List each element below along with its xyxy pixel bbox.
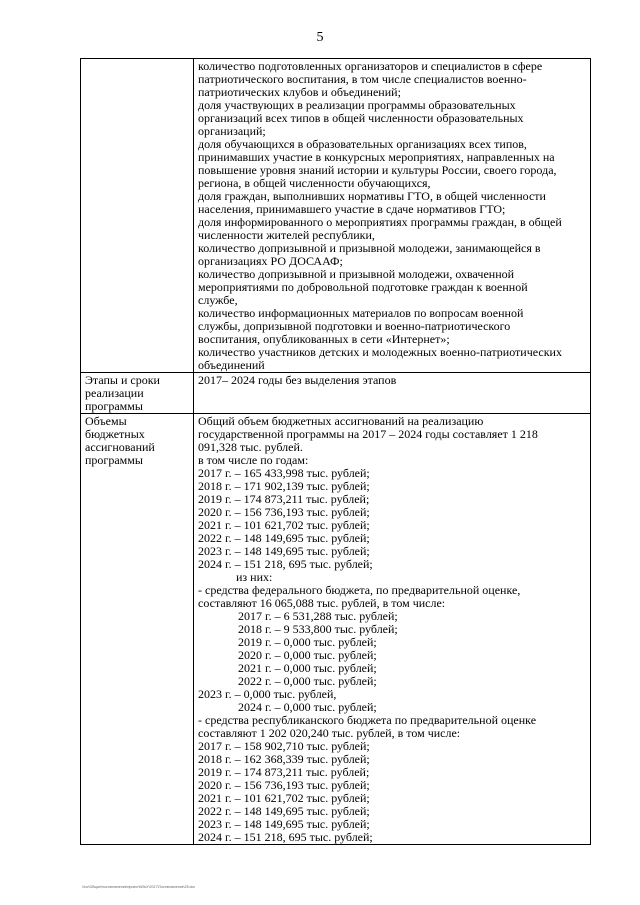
table-row-indicators [81,59,591,373]
text-line: населения, принимавшего участие в сдаче нормативов ГТО; [198,202,506,216]
text-line: 2022 г. – 148 149,695 тыс. рублей; [198,531,370,545]
text-line: 2018 г. – 171 902,139 тыс. рублей; [198,479,370,493]
text-line: патриотических клубов и объединений; [198,85,401,99]
text-line: количество допризывной и призывной молодежи, занимающейся в [198,241,541,255]
row-label-cell [81,59,194,373]
text-line: 2019 г. – 174 873,211 тыс. рублей; [198,765,370,779]
text-line: 2023 г. – 0,000 тыс. рублей, [198,687,337,701]
text-line: службе, [198,293,238,307]
text-line: Общий объем бюджетных ассигнований на реализацию [198,414,484,428]
text-line: службы, допризывной подготовки и военно-патриотического [198,319,511,333]
row-content [198,374,587,387]
text-line: количество допризывной и призывной молодежи, охваченной [198,267,515,281]
text-line: численности жителей республики, [198,228,375,242]
text-line: доля участвующих в реализации программы образовательных [198,98,516,112]
row-label: Объемы бюджетных ассигнований программы [85,414,155,467]
text-line: 2020 г. – 0,000 тыс. рублей; [238,648,377,662]
text-line: мероприятиями по добровольной подготовке граждан к военной [198,280,528,294]
text-line: 2020 г. – 156 736,193 тыс. рублей; [198,778,370,792]
row-label-cell [81,414,194,845]
text-line: организаций всех типов в общей численности образовательных [198,111,524,125]
table-row-stages [81,373,591,414]
text-line: региона, в общей численности обучающихся, [198,176,431,190]
text-line: объединений [198,358,265,372]
row-content-cell [194,414,591,845]
program-passport-table [80,58,591,845]
text-line: 2024 г. – 0,000 тыс. рублей; [238,700,377,714]
text-line: организаций; [198,124,266,138]
text-line: 2017 г. – 158 902,710 тыс. рублей; [198,739,370,753]
text-line: 2018 г. – 9 533,800 тыс. рублей; [238,622,398,636]
row-label: Этапы и сроки реализации программы [85,373,160,413]
text-line: в том числе по годам: [198,453,309,467]
text-line: 2022 г. – 148 149,695 тыс. рублей; [198,804,370,818]
row-content-cell [194,59,591,373]
text-line: организациях РО ДОСААФ; [198,254,343,268]
text-line: доля граждан, выполнивших нормативы ГТО, в общей численности [198,189,546,203]
row-label-cell [81,373,194,414]
text-line: принимавших участие в конкурсных мероприятиях, направленных на [198,150,555,164]
text-line: доля обучающихся в образовательных организациях всех типов, [198,137,527,151]
text-line: количество подготовленных организаторов и специалистов в сфере [198,59,543,73]
text-line: 2018 г. – 162 368,339 тыс. рублей; [198,752,370,766]
text-line: количество участников детских и молодежных военно-патриотических [198,345,562,359]
page-number: 5 [316,30,324,45]
text-line: доля информированного о мероприятиях программы граждан, в общей [198,215,562,229]
text-line: 091,328 тыс. рублей. [198,440,303,454]
text-line: 2020 г. – 156 736,193 тыс. рублей; [198,505,370,519]
text-line: повышение уровня знаний истории и культуры России, своего города, [198,163,557,177]
text-line: 2023 г. – 148 149,695 тыс. рублей; [198,544,370,558]
text-line: из них: [236,570,273,584]
text-line: патриотического воспитания, в том числе специалистов военно- [198,72,527,86]
text-line: количество информационных материалов по вопросам военной [198,306,524,320]
text-line: 2021 г. – 101 621,702 тыс. рублей; [198,518,370,532]
text-line: 2021 г. – 0,000 тыс. рублей; [238,661,377,675]
table-row-budget [81,414,591,845]
file-path-footer: \\srv\Общие\постановление\проект\МЗиУ\2017\Постановление\25.doc [82,885,196,889]
text-line: 2017 г. – 165 433,998 тыс. рублей; [198,466,370,480]
text-line: 2024 г. – 151 218, 695 тыс. рублей; [198,557,373,571]
text-line: составляют 1 202 020,240 тыс. рублей, в том числе: [198,726,461,740]
text-line: 2021 г. – 101 621,702 тыс. рублей; [198,791,370,805]
text-line: 2019 г. – 174 873,211 тыс. рублей; [198,492,370,506]
text-line: государственной программы на 2017 – 2024 годы составляет 1 218 [198,427,538,441]
row-content [198,60,587,372]
row-content [198,415,587,844]
text-line: 2017 г. – 6 531,288 тыс. рублей; [238,609,398,623]
row-content-cell [194,373,591,414]
text-line: - средства федерального бюджета, по предварительной оценке, [198,583,521,597]
text-line: воспитания, опубликованных в сети «Интернет»; [198,332,450,346]
text-line: 2022 г. – 0,000 тыс. рублей; [238,674,377,688]
text-line: 2024 г. – 151 218, 695 тыс. рублей; [198,830,373,844]
text-line: 2017– 2024 годы без выделения этапов [198,373,397,387]
text-line: 2019 г. – 0,000 тыс. рублей; [238,635,377,649]
text-line: - средства республиканского бюджета по предварительной оценке [198,713,537,727]
text-line: составляют 16 065,088 тыс. рублей, в том числе: [198,596,446,610]
text-line: 2023 г. – 148 149,695 тыс. рублей; [198,817,370,831]
